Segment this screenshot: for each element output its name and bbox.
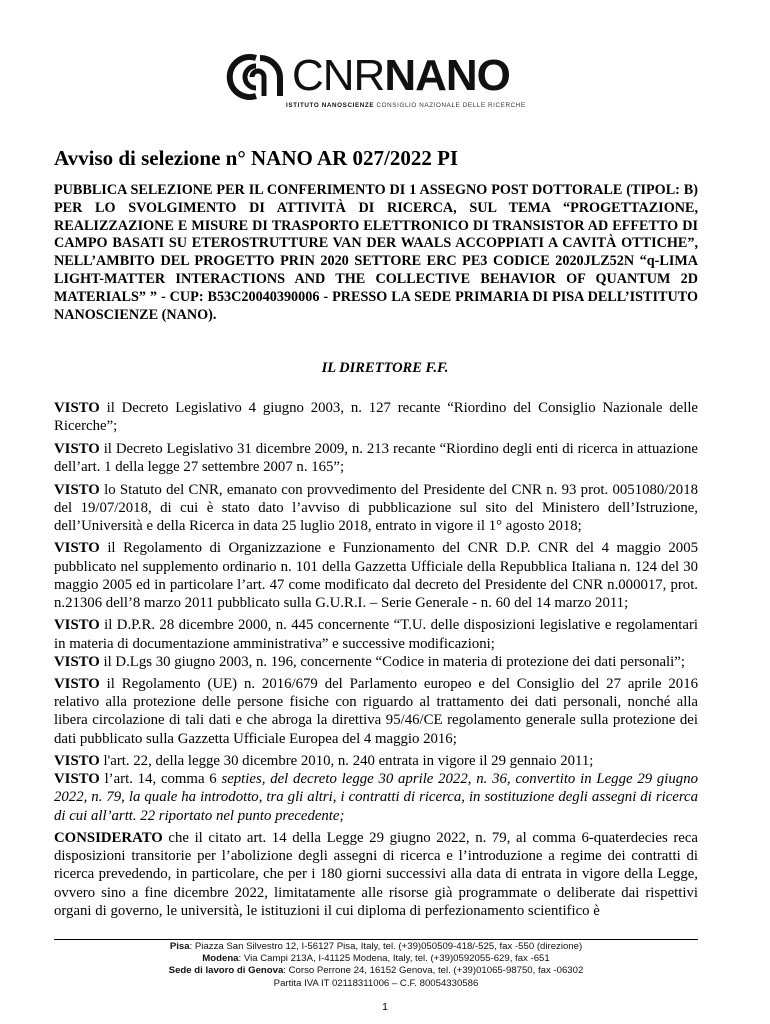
document-body (54, 399, 698, 924)
footer-divider (54, 939, 698, 940)
logo-subtitle (286, 102, 526, 109)
paragraph (54, 675, 698, 747)
footer-address-genova (54, 965, 698, 977)
paragraph (54, 752, 698, 770)
paragraph-keyword: VISTO (54, 481, 100, 498)
paragraph (54, 770, 698, 824)
paragraph-text: lo Statuto del CNR, emanato con provvedimento del Presidente del CNR n. 93 prot. 0051080/2018 del 19/07/2018, di cui è stato dato l’avviso di pubblicazione sul sito del Ministero dell’Istruzione, dell’Università e della Ricerca in data 25 luglio 2018, entrato in vigore il 1° agosto 2018; (54, 481, 698, 534)
page-number: 1 (382, 1001, 388, 1013)
page-footer (54, 941, 698, 990)
footer-address-pisa (54, 941, 698, 953)
footer-modena-text: : Via Campi 213A, I-41125 Modena, Italy, tel. (+39)0592055-629, fax -651 (238, 953, 550, 965)
paragraph (54, 616, 698, 652)
paragraph-keyword: VISTO (54, 753, 100, 770)
paragraph-text: che il citato art. 14 della Legge 29 giugno 2022, n. 79, al comma 6-quaterdecies reca disposizioni transitorie per l’abolizione degli assegni di ricerca e l’introduzione a regime dei contratti di ricerca prevedendo, in particolare, che per i 180 giorni successivi alla data di entrata in vigore della Legge, ovvero sino a fine dicembre 2022, limitatamente alle risorse già programmate o deliberate dai rispettivi organi di governo, le università, le istituzioni il cui diploma di perfezionamento scientifico è (54, 830, 698, 919)
paragraph-keyword: VISTO (54, 617, 100, 634)
footer-pisa-label: Pisa (169, 941, 190, 952)
logo-subtitle-bold: ISTITUTO NANOSCIENZE (286, 102, 375, 109)
paragraph-text: il Regolamento (UE) n. 2016/679 del Parlamento europeo e del Consiglio del 27 aprile 2016 relativo alla protezione delle persone fisiche con riguardo al trattamento dei dati personali, nonché alla libera circolazione di tali dati e che abroga la direttiva 95/46/CE regolamento generale sulla protezione dei dati pubblicato sulla Gazzetta Ufficiale Europea del 4 maggio 2016; (54, 676, 698, 747)
document-title: Avviso di selezione n° NANO AR 027/2022 PI (54, 146, 459, 170)
paragraph-text: l’art. 14, comma 6 (99, 771, 222, 788)
paragraph (54, 653, 698, 671)
director-heading: IL DIRETTORE F.F. (321, 360, 449, 376)
paragraph-keyword: VISTO (54, 771, 100, 788)
selection-subject: PUBBLICA SELEZIONE PER IL CONFERIMENTO DI 1 ASSEGNO POST DOTTORALE (TIPOL: B) PER LO SVOLGIMENTO DI ATTIVITÀ DI RICERCA, SUL TEMA “PROGETTAZIONE, REALIZZAZIONE E MISURE DI TRASPORTO ELETTRONICO DI TRANSISTOR AD EFFETTO DI CAMPO BASATI SU ETEROSTRUTTURE VAN DER WAALS ACCOPPIATI A CAVITÀ OTTICHE”, NELL’AMBITO DEL PROGETTO PRIN 2020 SETTORE ERC PE3 CODICE 2020JLZ52N “q-LIMA LIGHT-MATTER INTERACTIONS AND THE COLLECTIVE BEHAVIOR OF QUANTUM 2D MATERIALS” ” - CUP: B53C20040390006 - PRESSO LA SEDE PRIMARIA DI PISA DELL’ISTITUTO NANOSCIENZE (NANO). (54, 182, 698, 323)
paragraph-keyword: VISTO (54, 540, 100, 557)
paragraph-italic-text: septies, del decreto legge 30 aprile 2022, n. 36, convertito in Legge 29 giugno 2022, n. 79, la quale ha introdotto, tra gli altri, i contratti di ricerca, in sostituzione degli assegni di ricerca di cui all’artt. 22 riportato nel punto precedente; (54, 771, 698, 824)
logo-word-nano: NANO (384, 51, 510, 100)
paragraph-keyword: VISTO (54, 400, 100, 416)
paragraph-text: il Decreto Legislativo 4 giugno 2003, n. 127 recante “Riordino del Consiglio Nazionale delle Ricerche”; (54, 400, 698, 435)
cnr-nano-logo (226, 52, 526, 114)
logo-subtitle-rest: CONSIGLIO NAZIONALE DELLE RICERCHE (376, 102, 526, 109)
cnr-logo-mark-icon (226, 54, 290, 100)
paragraph (54, 440, 698, 476)
logo-wordmark (292, 52, 510, 100)
footer-modena-label: Modena (202, 953, 239, 965)
paragraph-keyword: VISTO (54, 653, 100, 670)
paragraph (54, 539, 698, 611)
paragraph-text: il D.Lgs 30 giugno 2003, n. 196, concernente “Codice in materia di protezione dei dati personali”; (99, 653, 685, 670)
paragraph-keyword: VISTO (54, 676, 100, 693)
paragraph-keyword: CONSIDERATO (54, 830, 163, 847)
footer-tax-ids: Partita IVA IT 02118311006 – C.F. 80054330586 (273, 977, 479, 989)
paragraph-text: il Decreto Legislativo 31 dicembre 2009, n. 213 recante “Riordino degli enti di ricerca in attuazione dell’art. 1 della legge 27 settembre 2007 n. 165”; (54, 440, 698, 475)
paragraph-text: l'art. 22, della legge 30 dicembre 2010, n. 240 entrata in vigore il 29 gennaio 2011; (99, 753, 594, 770)
footer-genova-label: Sede di lavoro di Genova (168, 965, 284, 977)
paragraph-keyword: VISTO (54, 440, 100, 457)
paragraph (54, 399, 698, 435)
logo-word-cnr: CNR (292, 51, 385, 100)
paragraph (54, 829, 698, 919)
paragraph-text: il Regolamento di Organizzazione e Funzionamento del CNR D.P. CNR del 4 maggio 2005 pubblicato nel supplemento ordinario n. 101 della Gazzetta Ufficiale della Repubblica Italiana n. 124 del 30 maggio 2005 ed in particolare l’art. 47 come modificato dal decreto del Presidente del CNR n.000017, prot. n.21306 dell’8 marzo 2011 pubblicato sulla G.U.R.I. – Serie Generale - n. 60 del 14 marzo 2011; (54, 540, 698, 611)
paragraph-text: il D.P.R. 28 dicembre 2000, n. 445 concernente “T.U. delle disposizioni legislative e regolamentari in materia di documentazione amministrativa” e successive modificazioni; (54, 617, 698, 652)
paragraph (54, 481, 698, 535)
footer-genova-text: : Corso Perrone 24, 16152 Genova, tel. (+39)01065-98750, fax -06302 (283, 965, 584, 977)
footer-pisa-text: : Piazza San Silvestro 12, I-56127 Pisa, Italy, tel. (+39)050509-418/-525, fax -550 (direzione) (189, 941, 583, 952)
footer-address-modena (54, 953, 698, 965)
